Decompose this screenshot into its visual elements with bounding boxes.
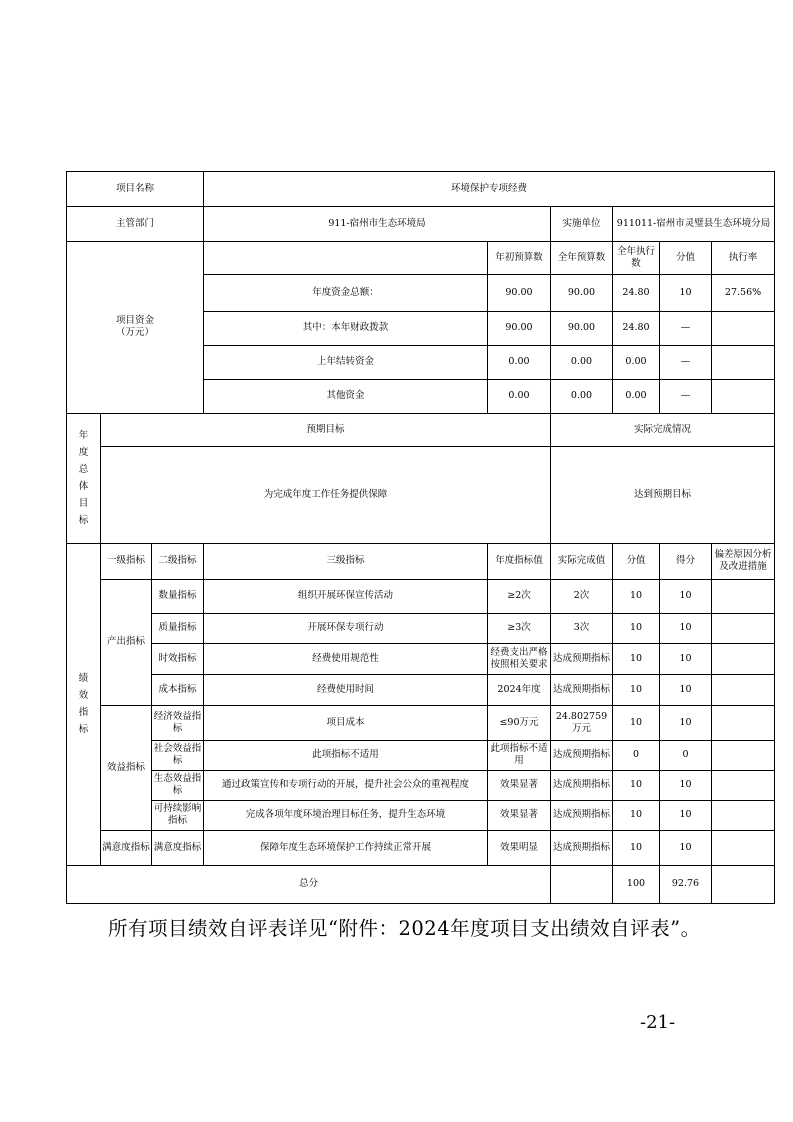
funds-annual: 90.00 bbox=[551, 275, 613, 312]
perf-header: 分值 bbox=[613, 543, 660, 579]
perf-header: 年度指标值 bbox=[488, 543, 551, 579]
indicator-row bbox=[67, 643, 775, 674]
indicator-target: 效果显著 bbox=[488, 800, 551, 830]
indicator-score: 10 bbox=[660, 705, 712, 740]
funds-initial: 90.00 bbox=[488, 275, 551, 312]
indicator-l2: 满意度指标 bbox=[152, 830, 204, 865]
funds-row-label: 其中：本年财政拨款 bbox=[204, 311, 488, 345]
page-number: -21- bbox=[640, 1012, 676, 1033]
total-reason bbox=[712, 865, 775, 903]
funds-score-value: — bbox=[660, 345, 712, 379]
indicator-score: 10 bbox=[660, 770, 712, 800]
indicator-l3: 开展环保专项行动 bbox=[204, 613, 488, 643]
funds-header: 全年执行数 bbox=[613, 242, 660, 275]
level1-benefit: 效益指标 bbox=[101, 705, 152, 830]
funds-header: 分值 bbox=[660, 242, 712, 275]
indicator-l2: 成本指标 bbox=[152, 674, 204, 705]
perf-header: 二级指标 bbox=[152, 543, 204, 579]
indicator-score-value: 10 bbox=[613, 770, 660, 800]
funds-row-label: 上年结转资金 bbox=[204, 345, 488, 379]
funds-executed: 24.80 bbox=[613, 275, 660, 312]
indicator-row bbox=[67, 740, 775, 770]
perf-header: 一级指标 bbox=[101, 543, 152, 579]
funds-rate bbox=[712, 379, 775, 413]
indicator-score: 10 bbox=[660, 613, 712, 643]
indicator-reason bbox=[712, 830, 775, 865]
funds-executed: 24.80 bbox=[613, 311, 660, 345]
goal-actual: 达到预期目标 bbox=[551, 446, 775, 543]
indicator-score: 10 bbox=[660, 674, 712, 705]
indicator-reason bbox=[712, 579, 775, 613]
performance-evaluation-table bbox=[66, 171, 775, 904]
indicator-target: ≥3次 bbox=[488, 613, 551, 643]
indicator-score-value: 10 bbox=[613, 613, 660, 643]
funds-executed: 0.00 bbox=[613, 379, 660, 413]
funds-row-label: 其他资金 bbox=[204, 379, 488, 413]
perf-header: 得分 bbox=[660, 543, 712, 579]
project-name-label: 项目名称 bbox=[67, 172, 204, 207]
total-label: 总分 bbox=[67, 865, 551, 903]
funds-rate bbox=[712, 311, 775, 345]
funds-score-value: — bbox=[660, 379, 712, 413]
perf-header: 实际完成值 bbox=[551, 543, 613, 579]
dept: 911-宿州市生态环境局 bbox=[204, 207, 551, 242]
indicator-score: 10 bbox=[660, 800, 712, 830]
level1-output: 产出指标 bbox=[101, 579, 152, 705]
perf-header: 三级指标 bbox=[204, 543, 488, 579]
indicator-target: 2024年度 bbox=[488, 674, 551, 705]
funds-header: 执行率 bbox=[712, 242, 775, 275]
funds-initial: 90.00 bbox=[488, 311, 551, 345]
indicator-target: ≤90万元 bbox=[488, 705, 551, 740]
indicator-actual: 达成预期指标 bbox=[551, 770, 613, 800]
indicator-row bbox=[67, 770, 775, 800]
indicator-score-value: 0 bbox=[613, 740, 660, 770]
indicator-l2: 数量指标 bbox=[152, 579, 204, 613]
indicator-actual: 3次 bbox=[551, 613, 613, 643]
funds-rate: 27.56% bbox=[712, 275, 775, 312]
indicator-score-value: 10 bbox=[613, 674, 660, 705]
total-score-value: 100 bbox=[613, 865, 660, 903]
perf-header: 偏差原因分析及改进措施 bbox=[712, 543, 775, 579]
level1-satisfaction: 满意度指标 bbox=[101, 830, 152, 865]
indicator-l3: 通过政策宣传和专项行动的开展，提升社会公众的重视程度 bbox=[204, 770, 488, 800]
indicator-row bbox=[67, 705, 775, 740]
indicator-row bbox=[67, 613, 775, 643]
indicator-score-value: 10 bbox=[613, 579, 660, 613]
indicator-score: 10 bbox=[660, 579, 712, 613]
indicator-score-value: 10 bbox=[613, 830, 660, 865]
impl-label: 实施单位 bbox=[551, 207, 613, 242]
indicator-target: ≥2次 bbox=[488, 579, 551, 613]
indicator-reason bbox=[712, 674, 775, 705]
goal-actual-label: 实际完成情况 bbox=[551, 413, 775, 446]
funds-initial: 0.00 bbox=[488, 345, 551, 379]
indicator-l3: 组织开展环保宣传活动 bbox=[204, 579, 488, 613]
indicator-l3: 此项指标不适用 bbox=[204, 740, 488, 770]
funds-header: 年初预算数 bbox=[488, 242, 551, 275]
indicator-reason bbox=[712, 613, 775, 643]
indicator-reason bbox=[712, 643, 775, 674]
indicator-l3: 保障年度生态环境保护工作持续正常开展 bbox=[204, 830, 488, 865]
funds-annual: 0.00 bbox=[551, 379, 613, 413]
indicator-reason bbox=[712, 770, 775, 800]
indicator-l3: 经费使用时间 bbox=[204, 674, 488, 705]
indicator-score-value: 10 bbox=[613, 643, 660, 674]
indicator-actual: 24.802759万元 bbox=[551, 705, 613, 740]
indicator-actual: 达成预期指标 bbox=[551, 830, 613, 865]
funds-executed: 0.00 bbox=[613, 345, 660, 379]
indicator-row bbox=[67, 579, 775, 613]
dept-label: 主管部门 bbox=[67, 207, 204, 242]
indicator-l2: 质量指标 bbox=[152, 613, 204, 643]
indicator-reason bbox=[712, 705, 775, 740]
indicator-target: 经费支出严格按照相关要求 bbox=[488, 643, 551, 674]
perf-label: 绩 效 指 标 bbox=[67, 543, 101, 865]
total-row bbox=[67, 865, 775, 903]
funds-annual: 90.00 bbox=[551, 311, 613, 345]
funds-score-value: 10 bbox=[660, 275, 712, 312]
attachment-note: 所有项目绩效自评表详见“附件：2024年度项目支出绩效自评表”。 bbox=[108, 917, 701, 940]
funds-initial: 0.00 bbox=[488, 379, 551, 413]
goal-expected: 为完成年度工作任务提供保障 bbox=[101, 446, 551, 543]
impl: 911011-宿州市灵璧县生态环境分局 bbox=[613, 207, 775, 242]
indicator-actual: 2次 bbox=[551, 579, 613, 613]
indicator-reason bbox=[712, 800, 775, 830]
funds-rate bbox=[712, 345, 775, 379]
funds-header: 全年预算数 bbox=[551, 242, 613, 275]
indicator-l2: 社会效益指标 bbox=[152, 740, 204, 770]
indicator-target: 此项指标不适用 bbox=[488, 740, 551, 770]
funds-header-row bbox=[67, 242, 775, 275]
indicator-l3: 项目成本 bbox=[204, 705, 488, 740]
indicator-row bbox=[67, 674, 775, 705]
indicator-actual: 达成预期指标 bbox=[551, 643, 613, 674]
indicator-l3: 经费使用规范性 bbox=[204, 643, 488, 674]
total-score: 92.76 bbox=[660, 865, 712, 903]
funds-row-label: 年度资金总额： bbox=[204, 275, 488, 312]
funds-score-value: — bbox=[660, 311, 712, 345]
goal-label: 年 度 总 体 目 标 bbox=[67, 413, 101, 543]
indicator-l2: 生态效益指标 bbox=[152, 770, 204, 800]
indicator-l3: 完成各项年度环境治理目标任务，提升生态环境 bbox=[204, 800, 488, 830]
indicator-score: 10 bbox=[660, 643, 712, 674]
indicator-l2: 经济效益指标 bbox=[152, 705, 204, 740]
indicator-target: 效果明显 bbox=[488, 830, 551, 865]
goal-expected-label: 预期目标 bbox=[101, 413, 551, 446]
indicator-actual: 达成预期指标 bbox=[551, 800, 613, 830]
perf-header-row bbox=[67, 543, 775, 579]
indicator-target: 效果显著 bbox=[488, 770, 551, 800]
indicator-reason bbox=[712, 740, 775, 770]
indicator-row bbox=[67, 800, 775, 830]
indicator-l2: 可持续影响指标 bbox=[152, 800, 204, 830]
total-blank bbox=[551, 865, 613, 903]
project-name: 环境保护专项经费 bbox=[204, 172, 775, 207]
indicator-score-value: 10 bbox=[613, 800, 660, 830]
funds-label: 项目资金 （万元） bbox=[67, 242, 204, 414]
indicator-actual: 达成预期指标 bbox=[551, 674, 613, 705]
indicator-score-value: 10 bbox=[613, 705, 660, 740]
indicator-actual: 达成预期指标 bbox=[551, 740, 613, 770]
indicator-l2: 时效指标 bbox=[152, 643, 204, 674]
funds-header-blank bbox=[204, 242, 488, 275]
indicator-row bbox=[67, 830, 775, 865]
indicator-score: 10 bbox=[660, 830, 712, 865]
funds-annual: 0.00 bbox=[551, 345, 613, 379]
indicator-score: 0 bbox=[660, 740, 712, 770]
